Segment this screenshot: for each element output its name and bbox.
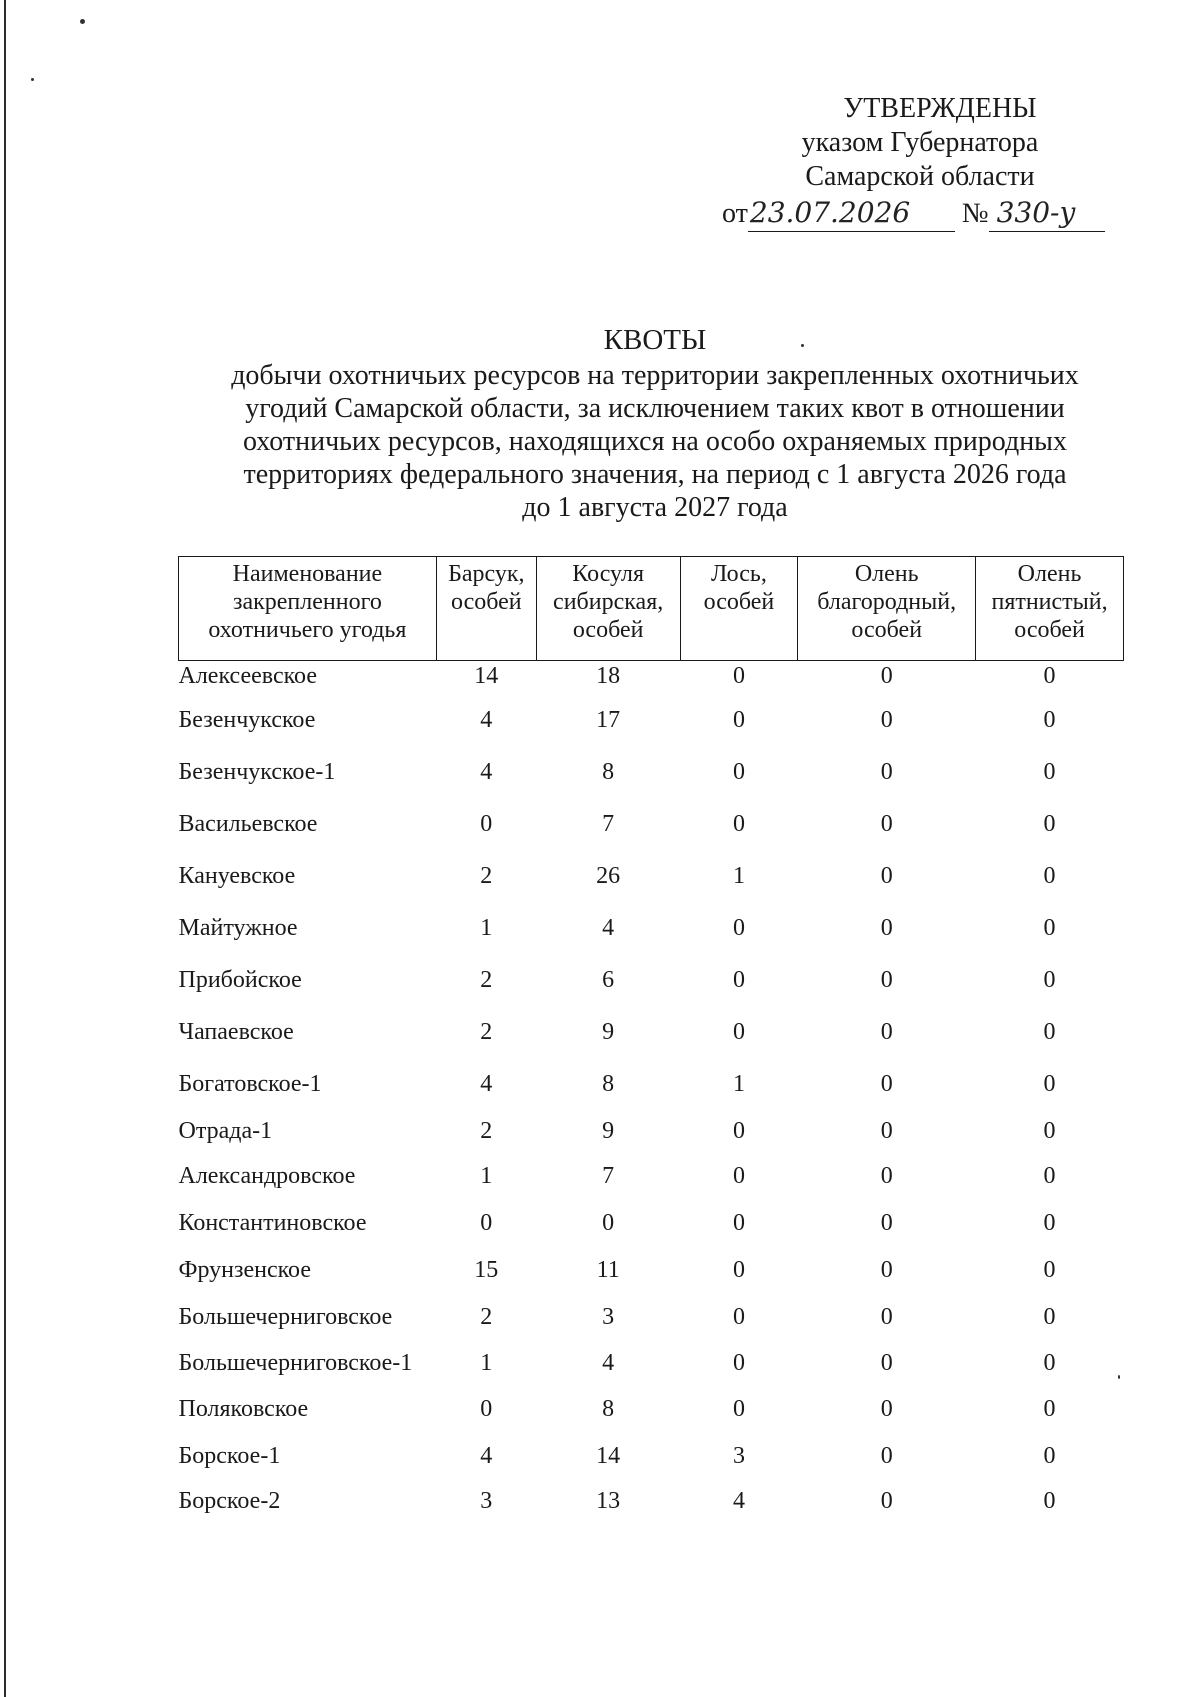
- moose-quota: 0: [732, 1018, 745, 1045]
- red-deer-quota: 0: [880, 1256, 893, 1283]
- hunting-ground-name: Прибойское: [178, 966, 302, 993]
- roe-deer-quota: 0: [602, 1209, 615, 1236]
- red-deer-quota: 0: [880, 810, 893, 837]
- red-deer-quota: 0: [880, 862, 893, 889]
- quota-table-body: [179, 661, 1124, 1533]
- red-deer-quota: 0: [880, 914, 893, 941]
- hunting-ground-name: Александровское: [178, 1162, 356, 1189]
- title-line: добычи охотничьих ресурсов на территории закрепленных охотничьих: [231, 360, 1079, 391]
- badger-quota: 4: [480, 706, 493, 733]
- approval-date-number: [722, 196, 1120, 232]
- red-deer-quota: 0: [880, 1395, 893, 1422]
- table-row: [179, 1304, 1124, 1350]
- badger-quota: 4: [480, 1070, 493, 1097]
- table-row: [179, 1350, 1124, 1396]
- roe-deer-quota: 7: [602, 810, 615, 837]
- table-row: [179, 1396, 1124, 1443]
- sika-deer-quota: 0: [1043, 706, 1056, 733]
- moose-quota: 1: [732, 1070, 745, 1097]
- sika-deer-quota: 0: [1043, 966, 1056, 993]
- badger-quota: 4: [480, 1442, 493, 1469]
- badger-quota: 2: [480, 1117, 493, 1144]
- table-row: [179, 759, 1124, 811]
- table-row: [179, 1071, 1124, 1118]
- roe-deer-quota: 7: [602, 1162, 615, 1189]
- sika-deer-quota: 0: [1043, 862, 1056, 889]
- table-row: [179, 915, 1124, 967]
- sika-deer-quota: 0: [1043, 1162, 1056, 1189]
- header-sika-deer: Олень пятнистый, особей: [976, 557, 1124, 661]
- badger-quota: 1: [480, 1349, 493, 1376]
- page-left-edge: [4, 0, 6, 1697]
- badger-quota: 3: [480, 1487, 493, 1514]
- moose-quota: 0: [732, 758, 745, 785]
- hunting-ground-name: Большечерниговское-1: [178, 1349, 413, 1376]
- moose-quota: 0: [732, 1349, 745, 1376]
- table-row: [179, 1257, 1124, 1304]
- title-line: территориях федерального значения, на период с 1 августа 2026 года: [243, 459, 1067, 490]
- roe-deer-quota: 18: [596, 663, 621, 689]
- badger-quota: 2: [480, 1303, 493, 1330]
- title-line: до 1 августа 2027 года: [522, 492, 788, 523]
- badger-quota: 0: [480, 810, 493, 837]
- approval-authority: указом Губернатора: [801, 127, 1039, 158]
- sika-deer-quota: 0: [1043, 1442, 1056, 1469]
- hunting-ground-name: Борское-2: [178, 1487, 281, 1514]
- roe-deer-quota: 8: [602, 1070, 615, 1097]
- moose-quota: 0: [732, 1256, 745, 1283]
- moose-quota: 4: [732, 1487, 745, 1514]
- red-deer-quota: 0: [880, 1303, 893, 1330]
- quota-table: [178, 556, 1124, 1533]
- roe-deer-quota: 11: [596, 1256, 620, 1283]
- hunting-ground-name: Отрада-1: [178, 1117, 273, 1144]
- badger-quota: 2: [480, 966, 493, 993]
- table-row: [179, 1210, 1124, 1257]
- badger-quota: 1: [480, 1162, 493, 1189]
- roe-deer-quota: 8: [602, 758, 615, 785]
- title-line: угодий Самарской области, за исключением таких квот в отношении: [245, 393, 1065, 424]
- header-roe-deer: Косуля сибирская, особей: [536, 557, 680, 661]
- hunting-ground-name: Большечерниговское: [178, 1303, 393, 1330]
- hunting-ground-name: Алексеевское: [178, 663, 318, 689]
- moose-quota: 0: [732, 966, 745, 993]
- table-row: [179, 1488, 1124, 1533]
- decree-number: 330-у: [996, 196, 1076, 229]
- sika-deer-quota: 0: [1043, 1018, 1056, 1045]
- roe-deer-quota: 13: [596, 1487, 621, 1514]
- hunting-ground-name: Безенчукское-1: [178, 758, 336, 785]
- moose-quota: 1: [732, 862, 745, 889]
- table-row: [179, 1443, 1124, 1488]
- sika-deer-quota: 0: [1043, 1349, 1056, 1376]
- decree-date: 23.07.2026: [749, 196, 911, 229]
- sika-deer-quota: 0: [1043, 1487, 1056, 1514]
- hunting-ground-name: Майтужное: [178, 914, 298, 941]
- red-deer-quota: 0: [880, 1209, 893, 1236]
- hunting-ground-name: Безенчукское: [178, 706, 316, 733]
- sika-deer-quota: 0: [1043, 663, 1056, 689]
- moose-quota: 0: [732, 1303, 745, 1330]
- hunting-ground-name: Константиновское: [178, 1209, 367, 1236]
- red-deer-quota: 0: [880, 1162, 893, 1189]
- badger-quota: 0: [480, 1395, 493, 1422]
- document-title: [195, 324, 1115, 524]
- header-moose: Лось, особей: [680, 557, 798, 661]
- table-header-row: [179, 557, 1124, 661]
- hunting-ground-name: Поляковское: [178, 1395, 309, 1422]
- hunting-ground-name: Васильевское: [178, 810, 318, 837]
- hunting-ground-name: Борское-1: [178, 1442, 281, 1469]
- scan-speck: [80, 19, 85, 24]
- red-deer-quota: 0: [880, 1018, 893, 1045]
- table-row: [179, 863, 1124, 915]
- table-row: [179, 1163, 1124, 1210]
- approval-status: УТВЕРЖДЕНЫ: [843, 93, 1037, 124]
- badger-quota: 1: [480, 914, 493, 941]
- hunting-ground-name: Богатовское-1: [178, 1070, 322, 1097]
- header-hunting-ground: Наименование закрепленного охотничьего угодья: [179, 557, 437, 661]
- table-row: [179, 811, 1124, 863]
- title-heading: КВОТЫ: [603, 324, 707, 356]
- date-prefix: от: [722, 198, 748, 229]
- number-sign: №: [961, 198, 989, 229]
- table-row: [179, 1118, 1124, 1163]
- approval-region: Самарской области: [805, 161, 1035, 192]
- red-deer-quota: 0: [880, 1117, 893, 1144]
- table-row: [179, 1019, 1124, 1071]
- red-deer-quota: 0: [880, 1487, 893, 1514]
- red-deer-quota: 0: [880, 1442, 893, 1469]
- moose-quota: 0: [732, 914, 745, 941]
- roe-deer-quota: 9: [602, 1117, 615, 1144]
- roe-deer-quota: 14: [596, 1442, 621, 1469]
- table-row: [179, 967, 1124, 1019]
- roe-deer-quota: 3: [602, 1303, 615, 1330]
- moose-quota: 0: [732, 706, 745, 733]
- red-deer-quota: 0: [880, 1070, 893, 1097]
- sika-deer-quota: 0: [1043, 758, 1056, 785]
- badger-quota: 15: [474, 1256, 499, 1283]
- table-row: [179, 661, 1124, 707]
- sika-deer-quota: 0: [1043, 1303, 1056, 1330]
- sika-deer-quota: 0: [1043, 1395, 1056, 1422]
- title-line: охотничьих ресурсов, находящихся на особо охраняемых природных: [243, 426, 1067, 457]
- header-badger: Барсук, особей: [436, 557, 536, 661]
- red-deer-quota: 0: [880, 706, 893, 733]
- hunting-ground-name: Кануевское: [178, 862, 296, 889]
- sika-deer-quota: 0: [1043, 914, 1056, 941]
- red-deer-quota: 0: [880, 1349, 893, 1376]
- header-red-deer: Олень благородный, особей: [798, 557, 976, 661]
- sika-deer-quota: 0: [1043, 1256, 1056, 1283]
- sika-deer-quota: 0: [1043, 1070, 1056, 1097]
- sika-deer-quota: 0: [1043, 1117, 1056, 1144]
- sika-deer-quota: 0: [1043, 810, 1056, 837]
- roe-deer-quota: 9: [602, 1018, 615, 1045]
- badger-quota: 0: [480, 1209, 493, 1236]
- roe-deer-quota: 6: [602, 966, 615, 993]
- approval-block: [700, 92, 1120, 232]
- scan-speck: [31, 78, 34, 81]
- hunting-ground-name: Фрунзенское: [178, 1256, 312, 1283]
- roe-deer-quota: 8: [602, 1395, 615, 1422]
- roe-deer-quota: 4: [602, 1349, 615, 1376]
- moose-quota: 0: [732, 1162, 745, 1189]
- moose-quota: 0: [732, 663, 745, 689]
- moose-quota: 0: [732, 1117, 745, 1144]
- roe-deer-quota: 17: [596, 706, 621, 733]
- badger-quota: 2: [480, 1018, 493, 1045]
- hunting-ground-name: Чапаевское: [178, 1018, 294, 1045]
- moose-quota: 3: [732, 1442, 745, 1469]
- red-deer-quota: 0: [880, 966, 893, 993]
- red-deer-quota: 0: [880, 663, 893, 689]
- table-row: [179, 707, 1124, 759]
- badger-quota: 14: [474, 663, 499, 689]
- roe-deer-quota: 4: [602, 914, 615, 941]
- red-deer-quota: 0: [880, 758, 893, 785]
- moose-quota: 0: [732, 1209, 745, 1236]
- badger-quota: 4: [480, 758, 493, 785]
- roe-deer-quota: 26: [596, 862, 621, 889]
- moose-quota: 0: [732, 1395, 745, 1422]
- badger-quota: 2: [480, 862, 493, 889]
- moose-quota: 0: [732, 810, 745, 837]
- sika-deer-quota: 0: [1043, 1209, 1056, 1236]
